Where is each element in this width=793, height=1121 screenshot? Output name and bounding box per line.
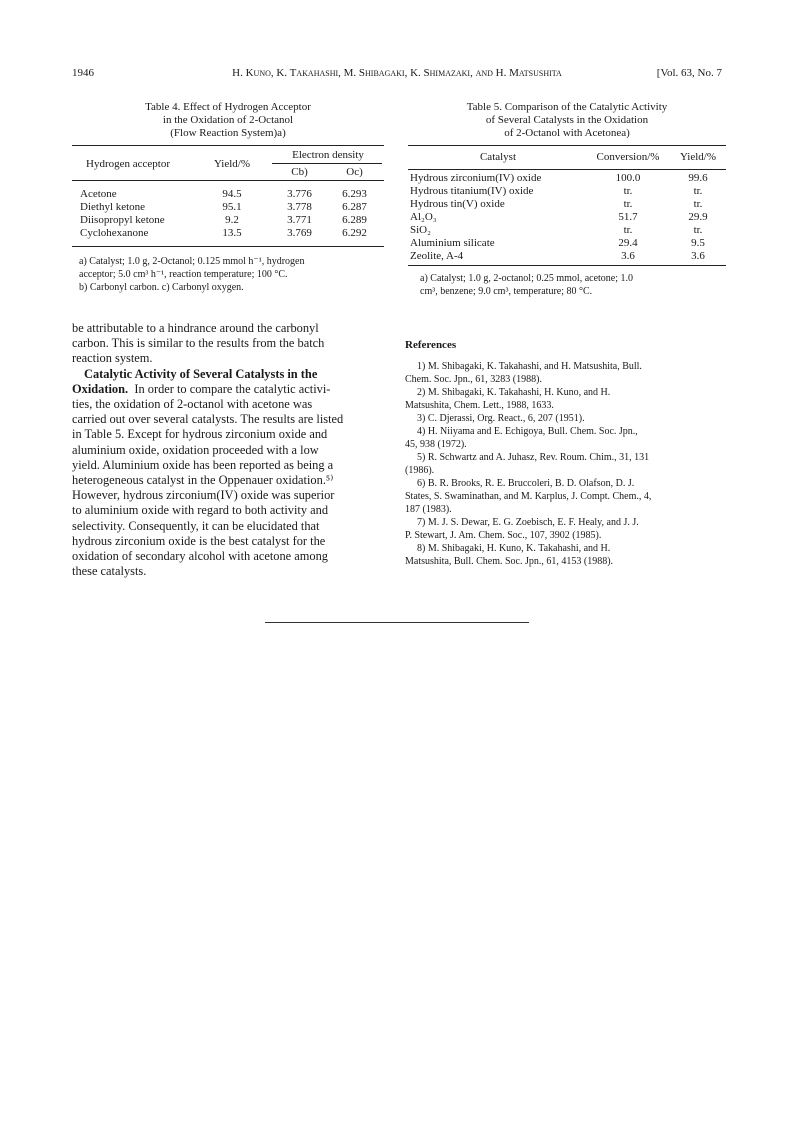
- reference-line: 5) R. Schwartz and A. Juhasz, Rev. Roum. Chim., 31, 131: [417, 452, 650, 463]
- table5-caption-line: of Several Catalysts in the Oxidation: [485, 114, 649, 126]
- reference-line: 6) B. R. Brooks, R. E. Bruccoleri, B. D. Olafson, D. J.: [417, 478, 635, 489]
- table4-cell-yield: 95.1: [222, 201, 242, 213]
- references-title: References: [405, 339, 457, 351]
- table4-caption-line: Table 4. Effect of Hydrogen Acceptor: [145, 101, 311, 113]
- table5-cell-conversion: tr.: [623, 198, 633, 210]
- table4: [72, 145, 384, 251]
- body-line: heterogeneous catalyst in the Oppenauer oxidation.⁵⁾: [72, 473, 334, 488]
- reference-line: Chem. Soc. Jpn., 61, 3283 (1988).: [405, 374, 542, 385]
- table4-cell-acceptor: Diisopropyl ketone: [80, 214, 165, 226]
- reference-line: 187 (1983).: [405, 504, 452, 515]
- body-line-text: In order to compare the catalytic activi-: [134, 381, 331, 396]
- body-line: carried out over several catalysts. The results are listed: [72, 412, 344, 427]
- table4-header-density: Electron density: [292, 149, 364, 161]
- table5-cell-catalyst: Hydrous zirconium(IV) oxide: [410, 172, 542, 184]
- table5-cell-yield: tr.: [693, 185, 703, 197]
- table4-cell-c: 3.776: [287, 188, 312, 200]
- table5-cell-catalyst: Hydrous tin(V) oxide: [410, 198, 505, 210]
- reference-line: 3) C. Djerassi, Org. React., 6, 207 (1951).: [417, 413, 585, 424]
- running-header: [72, 67, 722, 83]
- references-list: [405, 360, 725, 568]
- table5-cell-catalyst: Zeolite, A-4: [410, 250, 464, 262]
- reference-line: P. Stewart, J. Am. Chem. Soc., 107, 3902 (1985).: [405, 530, 602, 541]
- table4-cell-o: 6.289: [342, 214, 367, 226]
- table4-header-yield: Yield/%: [213, 158, 251, 170]
- body-line: these catalysts.: [72, 564, 147, 579]
- table5-header-conversion: Conversion/%: [596, 151, 660, 163]
- table-rule: [72, 246, 384, 247]
- reference-line: 1) M. Shibagaki, K. Takahashi, and H. Matsushita, Bull.: [417, 361, 642, 372]
- table5-caption: [408, 101, 726, 140]
- table5-cell-yield: 9.5: [691, 237, 705, 249]
- body-text: [72, 321, 388, 579]
- table5-cell-yield: tr.: [693, 224, 703, 236]
- table5-cell-yield: tr.: [693, 198, 703, 210]
- table4-cell-acceptor: Acetone: [80, 188, 117, 200]
- table4-cell-yield: 9.2: [225, 214, 239, 226]
- table5-cell-yield: 99.6: [688, 172, 708, 184]
- body-line: aluminium oxide, oxidation proceeded with a low: [72, 442, 319, 457]
- table5-cell-conversion: 3.6: [621, 250, 635, 262]
- body-line: oxidation of secondary alcohol with acetone among: [72, 549, 328, 564]
- table-rule: [72, 145, 384, 146]
- table5-cell-yield: 29.9: [688, 211, 708, 223]
- table4-cell-c: 3.778: [287, 201, 312, 213]
- table5-footnote: cm³, benzene; 9.0 cm³, temperature; 80 °C.: [420, 286, 593, 297]
- table4-header-acceptor: Hydrogen acceptor: [86, 158, 170, 170]
- table4-cell-yield: 13.5: [222, 227, 242, 239]
- table-subrule: [272, 163, 382, 164]
- section-heading-text: Catalytic Activity of Several Catalysts in the: [84, 366, 318, 381]
- body-line: in Table 5. Except for hydrous zirconium oxide and: [72, 427, 328, 442]
- table4-caption-line: (Flow Reaction System)a): [170, 127, 286, 139]
- header-authors: H. Kuno, K. Takahashi, M. Shibagaki, K. Shimazaki, and H. Matsushita: [232, 67, 562, 79]
- end-rule: [265, 622, 529, 623]
- table5-cell-conversion: 100.0: [615, 172, 641, 184]
- table5-cell-conversion: tr.: [623, 224, 633, 236]
- reference-line: 2) M. Shibagaki, K. Takahashi, H. Kuno, and H.: [417, 387, 611, 398]
- table-rule: [408, 169, 726, 170]
- reference-line: 45, 938 (1972).: [405, 439, 467, 450]
- table4-footnote: b) Carbonyl carbon. c) Carbonyl oxygen.: [79, 282, 244, 293]
- table4-cell-c: 3.769: [287, 227, 312, 239]
- body-line: carbon. This is similar to the results from the batch: [72, 336, 325, 351]
- body-line: be attributable to a hindrance around the carbonyl: [72, 321, 319, 335]
- table4-cell-o: 6.293: [342, 188, 367, 200]
- table-rule: [72, 180, 384, 181]
- reference-line: 8) M. Shibagaki, H. Kuno, K. Takahashi, and H.: [417, 543, 611, 554]
- body-line: yield. Aluminium oxide has been reported as being a: [72, 457, 334, 472]
- table4-cell-c: 3.771: [287, 214, 312, 226]
- table5-header-yield: Yield/%: [679, 151, 717, 163]
- table5-cell-conversion: 51.7: [618, 211, 638, 223]
- reference-line: (1986).: [405, 465, 435, 476]
- table5-cell-catalyst: Aluminium silicate: [410, 237, 495, 249]
- table5-caption-line: Table 5. Comparison of the Catalytic Activity: [466, 101, 668, 113]
- table5-cell-yield: 3.6: [691, 250, 705, 262]
- table4-footnote: a) Catalyst; 1.0 g, 2-Octanol; 0.125 mmol h⁻¹, hydrogen: [79, 256, 305, 267]
- body-line: [72, 382, 388, 397]
- table5-cell-conversion: 29.4: [618, 237, 638, 249]
- table4-header-c: Cb): [291, 166, 308, 178]
- table-rule: [408, 265, 726, 266]
- body-line: ties, the oxidation of 2-octanol with acetone was: [72, 397, 313, 412]
- table4-footnotes: [79, 255, 384, 294]
- table4-header-o: Oc): [346, 166, 363, 178]
- section-heading: [72, 367, 388, 382]
- body-line: to aluminium oxide with regard to both activity and: [72, 503, 329, 518]
- table5-footnote: a) Catalyst; 1.0 g, 2-octanol; 0.25 mmol, acetone; 1.0: [420, 273, 634, 284]
- body-line: hydrous zirconium oxide is the best catalyst for the: [72, 533, 326, 548]
- body-line: selectivity. Consequently, it can be elucidated that: [72, 518, 320, 533]
- reference-line: Matsushita, Chem. Lett., 1988, 1633.: [405, 400, 554, 411]
- body-line: However, hydrous zirconium(IV) oxide was superior: [72, 488, 335, 503]
- header-volume: [Vol. 63, No. 7: [656, 67, 722, 79]
- table5: [408, 145, 726, 265]
- table4-cell-o: 6.287: [342, 201, 367, 213]
- table5-cell-catalyst: SiO₂: [410, 224, 431, 236]
- table4-caption: [72, 101, 384, 140]
- table5-cell-conversion: tr.: [623, 185, 633, 197]
- table5-footnotes: [420, 272, 726, 298]
- reference-line: Matsushita, Bull. Chem. Soc. Jpn., 61, 4153 (1988).: [405, 556, 614, 567]
- table4-cell-acceptor: Cyclohexanone: [80, 227, 149, 239]
- table5-cell-catalyst: Hydrous titanium(IV) oxide: [410, 185, 534, 197]
- table-rule: [408, 145, 726, 146]
- table5-header-catalyst: Catalyst: [479, 151, 517, 163]
- reference-line: 4) H. Niiyama and E. Echigoya, Bull. Chem. Soc. Jpn.,: [417, 426, 638, 437]
- section-heading-text: Oxidation.: [72, 381, 129, 396]
- table4-caption-line: in the Oxidation of 2-Octanol: [162, 114, 294, 126]
- table4-cell-acceptor: Diethyl ketone: [80, 201, 146, 213]
- reference-line: 7) M. J. S. Dewar, E. G. Zoebisch, E. F. Healy, and J. J.: [417, 517, 639, 528]
- page-number: 1946: [72, 67, 94, 79]
- body-line: reaction system.: [72, 351, 153, 366]
- table5-cell-catalyst: Al₂O₃: [410, 211, 437, 223]
- table4-cell-yield: 94.5: [222, 188, 242, 200]
- table4-cell-o: 6.292: [342, 227, 367, 239]
- reference-line: States, S. Swaminathan, and M. Karplus, J. Compt. Chem., 4,: [405, 491, 652, 502]
- table5-caption-line: of 2-Octanol with Acetonea): [504, 127, 630, 139]
- table4-footnote: acceptor; 5.0 cm³ h⁻¹, reaction temperature; 100 °C.: [79, 269, 288, 280]
